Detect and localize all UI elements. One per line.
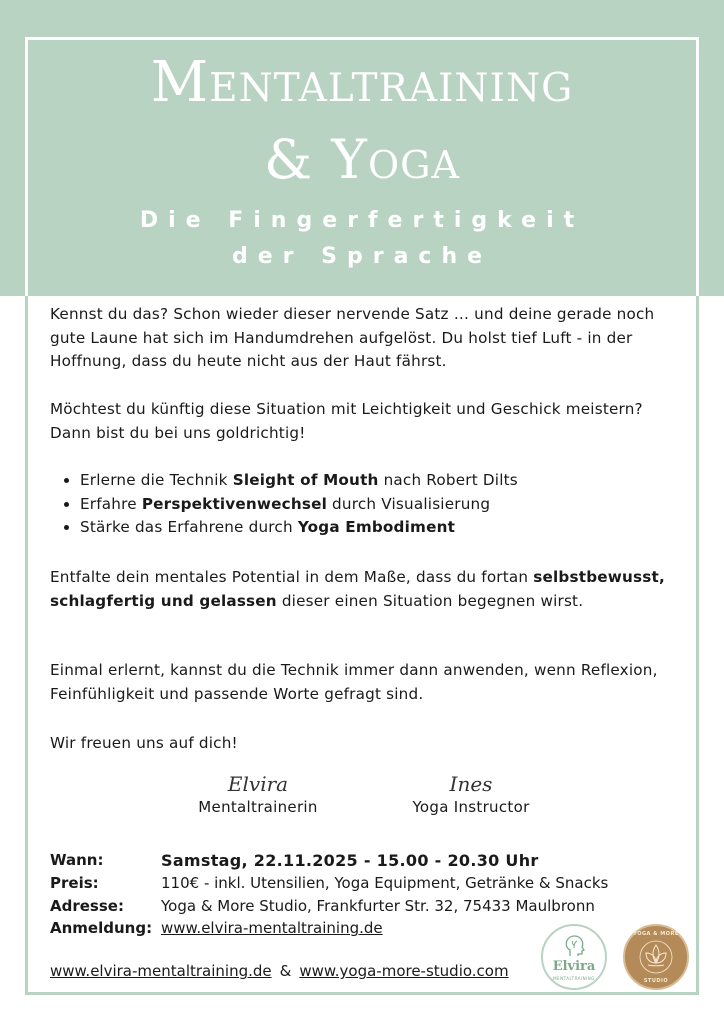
lotus-mandala-icon: [638, 939, 674, 975]
yoga-logo-bottom-text: STUDIO: [643, 978, 669, 984]
intro-paragraph-2: Möchtest du künftig diese Situation mit Leichtigkeit und Geschick meistern? Dann bist du bei uns goldrichtig!: [50, 400, 643, 442]
list-item: • Erlerne die Technik Sleight of Mouth nach Robert Dilts: [80, 469, 518, 493]
detail-value: 110€ - inkl. Utensilien, Yoga Equipment, Getränke & Snacks: [161, 874, 609, 892]
list-item: • Stärke das Erfahrene durch Yoga Embodiment: [80, 516, 518, 540]
yoga-studio-website-link[interactable]: www.yoga-more-studio.com: [299, 962, 509, 980]
head-silhouette-icon: [562, 932, 588, 958]
elvira-logo-name: Elvira: [552, 959, 596, 974]
title-line-1: Mentaltraining: [150, 50, 574, 115]
title-line-2: & Yoga: [264, 128, 460, 191]
signature-role: Yoga Instructor: [412, 798, 530, 816]
benefit-list: [50, 469, 518, 540]
signature-elvira: [173, 772, 343, 816]
paragraph-closing: Wir freuen uns auf dich!: [50, 734, 238, 752]
yoga-logo-top-text: YOGA & MORE: [633, 931, 679, 937]
footer-separator: &: [279, 962, 292, 980]
detail-value: Yoga & More Studio, Frankfurter Str. 32, 75433 Maulbronn: [161, 897, 595, 915]
detail-label: Anmeldung:: [50, 919, 153, 937]
intro-paragraph-1: Kennst du das? Schon wieder dieser nervende Satz … und deine gerade noch gute Laune hat sich im Handumdrehen aufgelöst. Du holst tief Luft - in der Hoffnung, dass du heute nicht aus der Haut fährst.: [50, 305, 655, 370]
footer-links: [50, 962, 509, 980]
subtitle-line-2: der Sprache: [231, 244, 493, 269]
signature-role: Mentaltrainerin: [198, 798, 318, 816]
detail-label: Adresse:: [50, 897, 124, 915]
signature-name: Ines: [449, 772, 493, 796]
detail-label: Wann:: [50, 851, 104, 869]
detail-label: Preis:: [50, 874, 99, 892]
elvira-logo: [541, 924, 607, 990]
signature-name: Elvira: [227, 772, 289, 796]
detail-value: Samstag, 22.11.2025 - 15.00 - 20.30 Uhr: [161, 851, 539, 870]
paragraph-potential: Entfalte dein mentales Potential in dem Maße, dass du fortan selbstbewusst, schlagfertig und gelassen dieser einen Situation begegnen wirst.: [50, 568, 665, 610]
list-item: • Erfahre Perspektivenwechsel durch Visualisierung: [80, 493, 518, 517]
yoga-more-studio-logo: [623, 924, 689, 990]
elvira-logo-subtitle: MENTALTRAINING: [553, 976, 595, 981]
signature-ines: [386, 772, 556, 816]
subtitle-line-1: Die Fingerfertigkeit: [139, 208, 585, 233]
registration-link[interactable]: www.elvira-mentaltraining.de: [161, 919, 383, 937]
elvira-website-link[interactable]: www.elvira-mentaltraining.de: [50, 962, 272, 980]
paragraph-application: Einmal erlernt, kannst du die Technik immer dann anwenden, wenn Reflexion, Feinfühligkeit und passende Worte gefragt sind.: [50, 661, 658, 703]
